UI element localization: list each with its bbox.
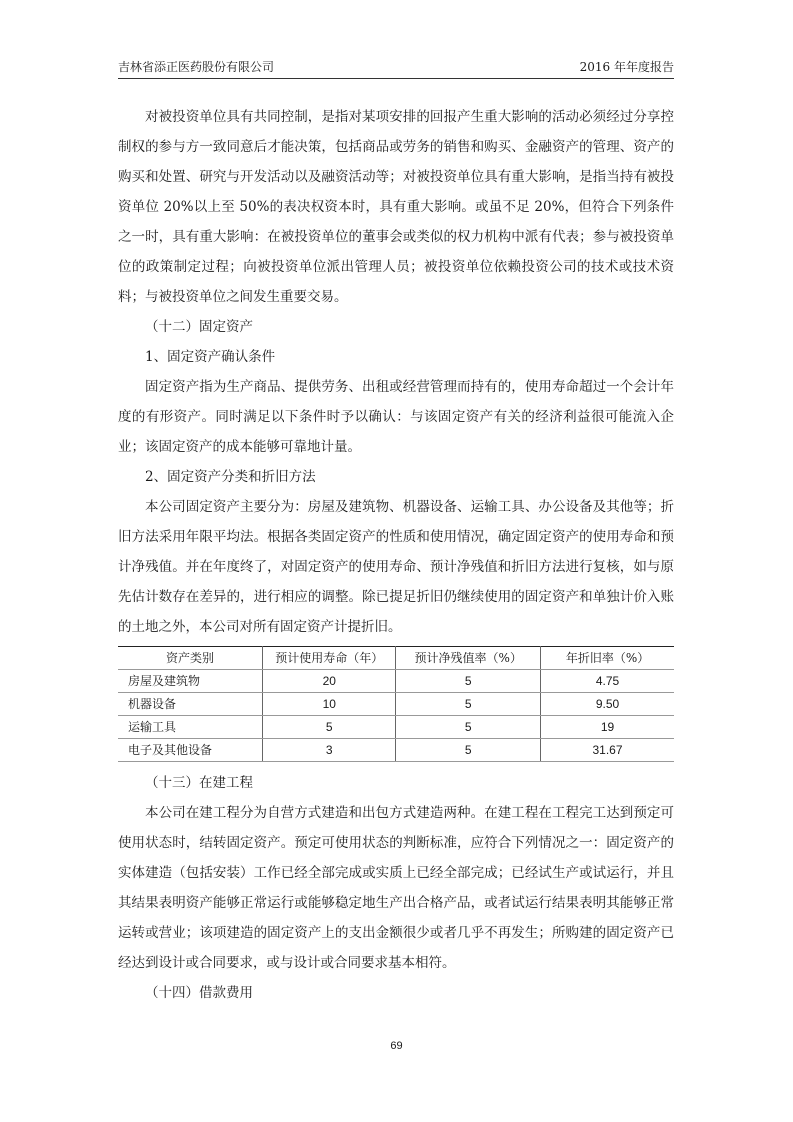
table-cell: 运输工具 — [118, 716, 263, 739]
table-cell: 5 — [396, 716, 541, 739]
paragraph-construction: 本公司在建工程分为自营方式建造和出包方式建造两种。在建工程在工程完工达到预定可使用状态时，结转固定资产。预定可使用状态的判断标准，应符合下列情况之一：固定资产的实体建造（包括安装）工作已经全部完成或实质上已经全部完成；已经试生产或试运行，并且其结果表明资产能够正常运行或能够稳定地生产出合格产品，或者试运行结果表明其能够正常运转或营业；该项建造的固定资产上的支出金额很少或者几乎不再发生；所购建的固定资产已经达到设计或合同要求，或与设计或合同要求基本相符。 — [118, 805, 674, 971]
table-header-cell: 预计净残值率（%） — [396, 647, 541, 670]
table-cell: 5 — [396, 739, 541, 762]
company-name: 吉林省添正医药股份有限公司 — [118, 60, 275, 74]
table-row — [118, 716, 674, 739]
table-row — [118, 693, 674, 716]
table-cell: 5 — [263, 716, 396, 739]
heading-borrowing: （十四）借款费用 — [145, 985, 253, 1001]
table-cell: 机器设备 — [118, 693, 263, 716]
report-title: 2016 年年度报告 — [579, 60, 674, 74]
table-cell: 19 — [541, 716, 674, 739]
table-header-cell: 资产类别 — [118, 647, 263, 670]
heading-construction: （十三）在建工程 — [145, 775, 253, 791]
heading-recognition: 1、固定资产确认条件 — [145, 349, 276, 365]
table-cell: 20 — [263, 670, 396, 693]
table-header-cell: 年折旧率（%） — [541, 647, 674, 670]
paragraph-recognition: 固定资产指为生产商品、提供劳务、出租或经营管理而持有的，使用寿命超过一个会计年度的有形资产。同时满足以下条件时予以确认：与该固定资产有关的经济利益很可能流入企业；该固定资产的成本能够可靠地计量。 — [118, 379, 674, 455]
table-cell: 5 — [396, 670, 541, 693]
page-header — [118, 58, 674, 79]
table-cell: 房屋及建筑物 — [118, 670, 263, 693]
table-cell: 电子及其他设备 — [118, 739, 263, 762]
document-body — [118, 102, 674, 1008]
paragraph-classification: 本公司固定资产主要分为：房屋及建筑物、机器设备、运输工具、办公设备及其他等；折旧方法采用年限平均法。根据各类固定资产的性质和使用情况，确定固定资产的使用寿命和预计净残值。并在年度终了，对固定资产的使用寿命、预计净残值和折旧方法进行复核，如与原先估计数存在差异的，进行相应的调整。除已提足折旧仍继续使用的固定资产和单独计价入账的土地之外，本公司对所有固定资产计提折旧。 — [118, 499, 674, 635]
heading-fixed-assets: （十二）固定资产 — [145, 319, 253, 335]
page-number: 69 — [390, 1040, 403, 1052]
table-cell: 4.75 — [541, 670, 674, 693]
table-cell: 9.50 — [541, 693, 674, 716]
table-row — [118, 739, 674, 762]
table-header-cell: 预计使用寿命（年） — [263, 647, 396, 670]
table-cell: 10 — [263, 693, 396, 716]
table-row — [118, 670, 674, 693]
table-header-row — [118, 647, 674, 670]
paragraph-joint-control: 对被投资单位具有共同控制，是指对某项安排的回报产生重大影响的活动必须经过分享控制权的参与方一致同意后才能决策，包括商品或劳务的销售和购买、金融资产的管理、资产的购买和处置、研究与开发活动以及融资活动等；对被投资单位具有重大影响，是指当持有被投资单位 20%以上至 50%的表决权资本时，具有重大影响。或虽不足 20%，但符合下列条件之一时，具有重大影响：在被投资单位的董事会或类似的权力机构中派有代表；参与被投资单位的政策制定过程；向被投资单位派出管理人员；被投资单位依赖投资公司的技术或技术资料；与被投资单位之间发生重要交易。 — [118, 109, 674, 305]
depreciation-table — [118, 646, 674, 762]
table-cell: 3 — [263, 739, 396, 762]
heading-classification: 2、固定资产分类和折旧方法 — [145, 469, 316, 485]
table-cell: 31.67 — [541, 739, 674, 762]
table-cell: 5 — [396, 693, 541, 716]
